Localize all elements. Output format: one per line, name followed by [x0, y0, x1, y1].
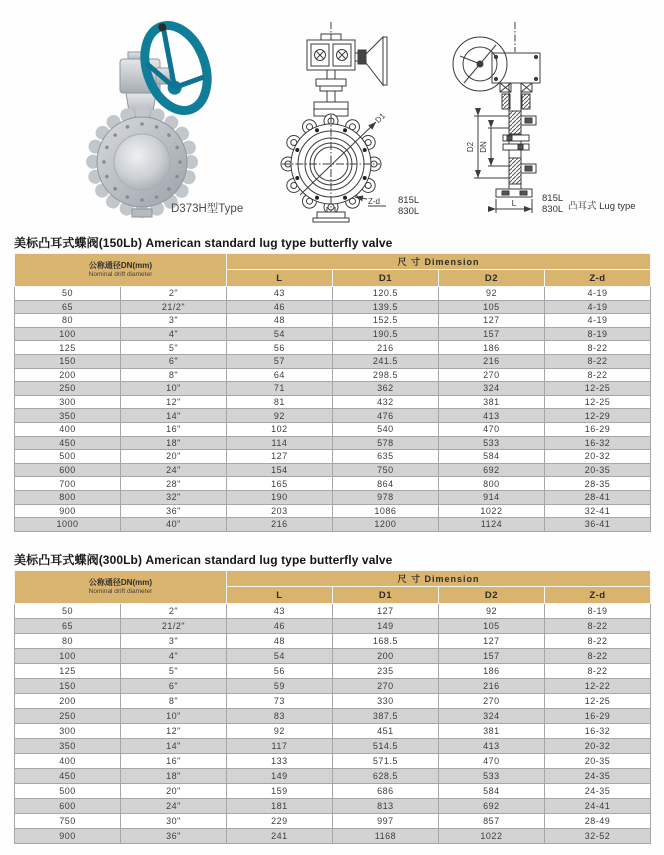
- table-cell: 28": [120, 477, 226, 491]
- table-cell: 190: [226, 490, 332, 504]
- table-row: [15, 436, 651, 450]
- table-cell: 451: [332, 724, 438, 739]
- table-cell: 864: [332, 477, 438, 491]
- table-cell: 470: [438, 422, 544, 436]
- table-cell: 4-19: [544, 314, 650, 328]
- table-row: [15, 422, 651, 436]
- table-row: [15, 664, 651, 679]
- table-row: [15, 463, 651, 477]
- table-cell: 127: [438, 634, 544, 649]
- table-cell: 692: [438, 799, 544, 814]
- table-cell: 216: [438, 679, 544, 694]
- table-cell: 159: [226, 784, 332, 799]
- table-row: [15, 409, 651, 423]
- table-cell: 750: [332, 463, 438, 477]
- table-cell: 127: [332, 604, 438, 619]
- table-cell: 8-22: [544, 354, 650, 368]
- table-cell: 533: [438, 436, 544, 450]
- table-cell: 139.5: [332, 300, 438, 314]
- table-cell: 36": [120, 504, 226, 518]
- table-cell: 24-35: [544, 784, 650, 799]
- table-row: [15, 504, 651, 518]
- table-cell: 16-32: [544, 436, 650, 450]
- table-row: [15, 739, 651, 754]
- table-row: [15, 724, 651, 739]
- figures-row: [0, 16, 664, 228]
- table-cell: 181: [226, 799, 332, 814]
- photo-caption: D373H型Type: [171, 203, 244, 215]
- table-cell: 216: [226, 518, 332, 532]
- table-cell: 200: [332, 649, 438, 664]
- table-cell: 150: [15, 354, 121, 368]
- table-cell: 21/2": [120, 300, 226, 314]
- table-cell: 43: [226, 604, 332, 619]
- table-cell: 628.5: [332, 769, 438, 784]
- table-cell: 300: [15, 724, 121, 739]
- table-cell: 584: [438, 784, 544, 799]
- table-title-300lb: 美标凸耳式蝶阀(300Lb) American standard lug type butterfly valve: [14, 553, 393, 567]
- table-cell: 4": [120, 327, 226, 341]
- dim-label-l: L: [511, 198, 517, 208]
- table-cell: 2": [120, 287, 226, 301]
- table-row: [15, 382, 651, 396]
- table-cell: 1168: [332, 829, 438, 844]
- model-830l: 830L: [542, 204, 564, 215]
- table-cell: 12-25: [544, 395, 650, 409]
- table-row: [15, 619, 651, 634]
- table-cell: 12": [120, 724, 226, 739]
- table-cell: 30": [120, 814, 226, 829]
- table-cell: 16-29: [544, 709, 650, 724]
- table-cell: 8": [120, 368, 226, 382]
- table-cell: 400: [15, 422, 121, 436]
- table-cell: 36-41: [544, 518, 650, 532]
- table-cell: 8-22: [544, 368, 650, 382]
- table-cell: 117: [226, 739, 332, 754]
- table-cell: 450: [15, 436, 121, 450]
- dim-label-d1: D1: [373, 111, 388, 125]
- table-row: [15, 604, 651, 619]
- table-cell: 14": [120, 409, 226, 423]
- table-cell: 50: [15, 604, 121, 619]
- table-cell: 4-19: [544, 287, 650, 301]
- table-cell: 235: [332, 664, 438, 679]
- table-cell: 127: [226, 450, 332, 464]
- table-cell: 12": [120, 395, 226, 409]
- table-cell: 105: [438, 300, 544, 314]
- table-body-150lb: [15, 287, 651, 532]
- table-cell: 686: [332, 784, 438, 799]
- table-cell: 8": [120, 694, 226, 709]
- table-cell: 571.5: [332, 754, 438, 769]
- table-row: [15, 814, 651, 829]
- table-cell: 48: [226, 634, 332, 649]
- table-cell: 216: [438, 354, 544, 368]
- table-row: [15, 784, 651, 799]
- table-cell: 270: [438, 368, 544, 382]
- table-cell: 270: [438, 694, 544, 709]
- table-cell: 125: [15, 664, 121, 679]
- table-row: [15, 709, 651, 724]
- table-cell: 18": [120, 436, 226, 450]
- table-cell: 250: [15, 382, 121, 396]
- table-cell: 24-41: [544, 799, 650, 814]
- dn-label-cn: 公称通径DN(mm): [88, 578, 152, 587]
- table-cell: 186: [438, 664, 544, 679]
- table-cell: 92: [438, 604, 544, 619]
- table-cell: 100: [15, 649, 121, 664]
- table-cell: 46: [226, 619, 332, 634]
- table-cell: 48: [226, 314, 332, 328]
- table-row: [15, 769, 651, 784]
- table-cell: 71: [226, 382, 332, 396]
- table-cell: 102: [226, 422, 332, 436]
- table-cell: 190.5: [332, 327, 438, 341]
- table-cell: 4": [120, 649, 226, 664]
- table-row: [15, 477, 651, 491]
- table-cell: 350: [15, 739, 121, 754]
- table-cell: 32-52: [544, 829, 650, 844]
- table-cell: 514.5: [332, 739, 438, 754]
- table-row: [15, 490, 651, 504]
- table-cell: 56: [226, 341, 332, 355]
- table-cell: 46: [226, 300, 332, 314]
- table-cell: 54: [226, 327, 332, 341]
- table-cell: 241.5: [332, 354, 438, 368]
- table-cell: 635: [332, 450, 438, 464]
- model-815l: 815L: [542, 193, 564, 204]
- table-row: [15, 649, 651, 664]
- table-row: [15, 799, 651, 814]
- table-cell: 350: [15, 409, 121, 423]
- column-header-zd: Z-d: [544, 270, 650, 287]
- table-cell: 476: [332, 409, 438, 423]
- table-cell: 64: [226, 368, 332, 382]
- column-header-l: L: [226, 270, 332, 287]
- table-cell: 43: [226, 287, 332, 301]
- table-cell: 200: [15, 368, 121, 382]
- table-row: [15, 518, 651, 532]
- table-cell: 4-19: [544, 300, 650, 314]
- table-row: [15, 354, 651, 368]
- table-cell: 24-35: [544, 769, 650, 784]
- table-cell: 1000: [15, 518, 121, 532]
- table-cell: 157: [438, 327, 544, 341]
- table-cell: 270: [332, 679, 438, 694]
- table-cell: 8-22: [544, 634, 650, 649]
- table-cell: 216: [332, 341, 438, 355]
- table-cell: 24": [120, 799, 226, 814]
- column-header-dimension: 尺 寸 Dimension: [226, 571, 650, 587]
- table-cell: 813: [332, 799, 438, 814]
- table-cell: 24": [120, 463, 226, 477]
- table-row: [15, 754, 651, 769]
- table-cell: 81: [226, 395, 332, 409]
- table-cell: 381: [438, 724, 544, 739]
- table-cell: 20-32: [544, 450, 650, 464]
- table-header-150lb: [15, 254, 651, 287]
- table-row: [15, 829, 651, 844]
- table-cell: 8-19: [544, 604, 650, 619]
- table-row: [15, 327, 651, 341]
- front-view-drawing: [270, 16, 430, 224]
- table-cell: 100: [15, 327, 121, 341]
- table-cell: 14": [120, 739, 226, 754]
- table-cell: 28-41: [544, 490, 650, 504]
- table-cell: 3": [120, 634, 226, 649]
- table-row: [15, 368, 651, 382]
- table-cell: 900: [15, 829, 121, 844]
- table-row: [15, 395, 651, 409]
- table-cell: 105: [438, 619, 544, 634]
- table-cell: 12-25: [544, 382, 650, 396]
- column-header-dn: [15, 571, 227, 604]
- table-cell: 500: [15, 784, 121, 799]
- table-cell: 500: [15, 450, 121, 464]
- table-cell: 125: [15, 341, 121, 355]
- table-cell: 56: [226, 664, 332, 679]
- table-cell: 432: [332, 395, 438, 409]
- dim-label-zd: Z-d: [368, 197, 380, 206]
- valve-photo-figure: [56, 16, 266, 221]
- column-header-d1: D1: [332, 587, 438, 604]
- table-cell: 800: [15, 490, 121, 504]
- model-815l: 815L: [398, 195, 420, 206]
- table-cell: 92: [226, 724, 332, 739]
- table-cell: 1200: [332, 518, 438, 532]
- spec-table-300lb: [14, 570, 651, 844]
- table-cell: 997: [332, 814, 438, 829]
- table-cell: 149: [226, 769, 332, 784]
- table-cell: 229: [226, 814, 332, 829]
- table-cell: 57: [226, 354, 332, 368]
- table-row: [15, 694, 651, 709]
- table-cell: 540: [332, 422, 438, 436]
- table-cell: 21/2": [120, 619, 226, 634]
- table-cell: 20": [120, 784, 226, 799]
- table-cell: 330: [332, 694, 438, 709]
- table-cell: 10": [120, 709, 226, 724]
- table-cell: 18": [120, 769, 226, 784]
- table-row: [15, 314, 651, 328]
- table-cell: 16": [120, 422, 226, 436]
- table-body-300lb: [15, 604, 651, 844]
- table-cell: 150: [15, 679, 121, 694]
- table-cell: 127: [438, 314, 544, 328]
- table-cell: 154: [226, 463, 332, 477]
- table-cell: 40": [120, 518, 226, 532]
- table-cell: 470: [438, 754, 544, 769]
- side-view-drawing: [428, 16, 664, 224]
- table-cell: 12-25: [544, 694, 650, 709]
- column-header-d2: D2: [438, 587, 544, 604]
- table-cell: 54: [226, 649, 332, 664]
- table-cell: 1086: [332, 504, 438, 518]
- table-cell: 1022: [438, 504, 544, 518]
- table-cell: 186: [438, 341, 544, 355]
- table-cell: 32": [120, 490, 226, 504]
- table-cell: 381: [438, 395, 544, 409]
- table-row: [15, 300, 651, 314]
- table-cell: 387.5: [332, 709, 438, 724]
- spec-table-150lb: [14, 253, 651, 532]
- table-cell: 324: [438, 382, 544, 396]
- table-cell: 36": [120, 829, 226, 844]
- dn-label-en: Nominal drift diameter: [88, 588, 153, 595]
- table-cell: 92: [438, 287, 544, 301]
- table-cell: 12-29: [544, 409, 650, 423]
- table-cell: 692: [438, 463, 544, 477]
- table-cell: 8-22: [544, 664, 650, 679]
- table-cell: 324: [438, 709, 544, 724]
- table-row: [15, 679, 651, 694]
- table-cell: 149: [332, 619, 438, 634]
- table-cell: 914: [438, 490, 544, 504]
- table-cell: 80: [15, 634, 121, 649]
- table-cell: 6": [120, 679, 226, 694]
- table-cell: 20-35: [544, 754, 650, 769]
- table-cell: 165: [226, 477, 332, 491]
- dim-label-d2: D2: [466, 141, 475, 153]
- table-cell: 413: [438, 739, 544, 754]
- table-cell: 900: [15, 504, 121, 518]
- table-cell: 114: [226, 436, 332, 450]
- table-cell: 8-22: [544, 341, 650, 355]
- table-cell: 65: [15, 619, 121, 634]
- table-cell: 120.5: [332, 287, 438, 301]
- table-cell: 12-22: [544, 679, 650, 694]
- table-cell: 400: [15, 754, 121, 769]
- column-header-d1: D1: [332, 270, 438, 287]
- column-header-zd: Z-d: [544, 587, 650, 604]
- dim-label-dn: DN: [479, 141, 488, 153]
- table-cell: 16-32: [544, 724, 650, 739]
- table-cell: 16": [120, 754, 226, 769]
- table-title-150lb: 美标凸耳式蝶阀(150Lb) American standard lug type butterfly valve: [14, 236, 393, 250]
- table-cell: 152.5: [332, 314, 438, 328]
- table-cell: 578: [332, 436, 438, 450]
- table-cell: 800: [438, 477, 544, 491]
- table-cell: 133: [226, 754, 332, 769]
- table-cell: 80: [15, 314, 121, 328]
- table-cell: 5": [120, 664, 226, 679]
- table-cell: 413: [438, 409, 544, 423]
- table-cell: 5": [120, 341, 226, 355]
- table-row: [15, 341, 651, 355]
- table-cell: 10": [120, 382, 226, 396]
- table-cell: 750: [15, 814, 121, 829]
- table-cell: 298.5: [332, 368, 438, 382]
- table-cell: 600: [15, 463, 121, 477]
- table-cell: 73: [226, 694, 332, 709]
- table-cell: 8-22: [544, 649, 650, 664]
- table-cell: 1124: [438, 518, 544, 532]
- model-830l: 830L: [398, 206, 420, 217]
- column-header-dimension: 尺 寸 Dimension: [226, 254, 650, 270]
- table-cell: 8-22: [544, 619, 650, 634]
- valve-disc: [114, 134, 170, 190]
- table-cell: 857: [438, 814, 544, 829]
- table-cell: 20-32: [544, 739, 650, 754]
- table-cell: 362: [332, 382, 438, 396]
- table-cell: 584: [438, 450, 544, 464]
- table-cell: 28-35: [544, 477, 650, 491]
- table-header-300lb: [15, 571, 651, 604]
- table-cell: 20-35: [544, 463, 650, 477]
- table-cell: 533: [438, 769, 544, 784]
- table-cell: 50: [15, 287, 121, 301]
- table-cell: 2": [120, 604, 226, 619]
- table-cell: 450: [15, 769, 121, 784]
- table-cell: 250: [15, 709, 121, 724]
- dn-label-en: Nominal drift diameter: [88, 271, 153, 278]
- table-cell: 700: [15, 477, 121, 491]
- table-cell: 3": [120, 314, 226, 328]
- table-cell: 200: [15, 694, 121, 709]
- column-header-l: L: [226, 587, 332, 604]
- lug-type-label: 凸耳式 Lug type: [568, 201, 636, 212]
- table-cell: 241: [226, 829, 332, 844]
- table-row: [15, 634, 651, 649]
- table-cell: 8-19: [544, 327, 650, 341]
- column-header-d2: D2: [438, 270, 544, 287]
- table-cell: 600: [15, 799, 121, 814]
- table-cell: 32-41: [544, 504, 650, 518]
- table-cell: 65: [15, 300, 121, 314]
- table-cell: 978: [332, 490, 438, 504]
- table-cell: 203: [226, 504, 332, 518]
- table-row: [15, 287, 651, 301]
- table-cell: 83: [226, 709, 332, 724]
- table-cell: 157: [438, 649, 544, 664]
- table-cell: 1022: [438, 829, 544, 844]
- table-cell: 59: [226, 679, 332, 694]
- table-cell: 6": [120, 354, 226, 368]
- table-cell: 92: [226, 409, 332, 423]
- table-row: [15, 450, 651, 464]
- column-header-dn: [15, 254, 227, 287]
- table-cell: 168.5: [332, 634, 438, 649]
- table-cell: 28-49: [544, 814, 650, 829]
- dn-label-cn: 公称通径DN(mm): [88, 261, 152, 270]
- table-cell: 20": [120, 450, 226, 464]
- table-cell: 300: [15, 395, 121, 409]
- bottom-boss: [132, 209, 152, 217]
- table-cell: 16-29: [544, 422, 650, 436]
